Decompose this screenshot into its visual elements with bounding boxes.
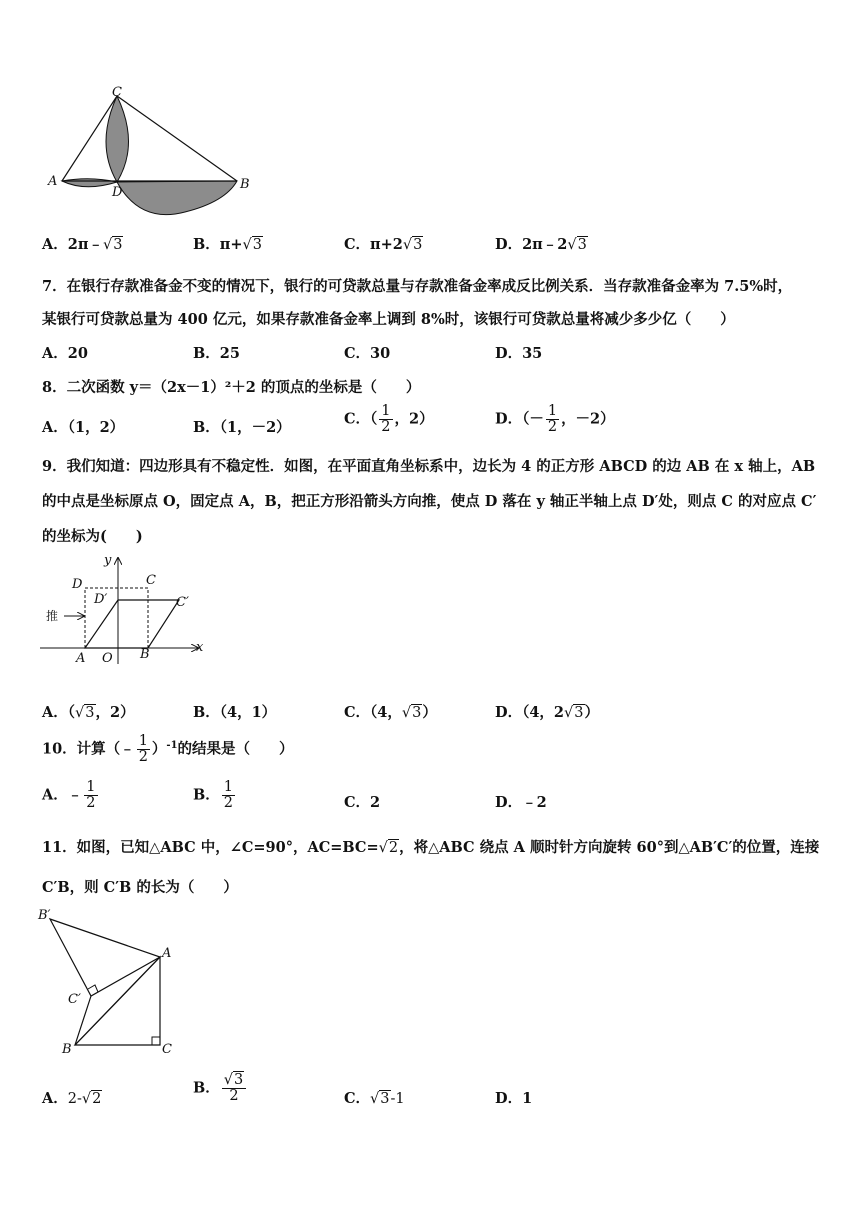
q6-label-b: B [240,177,250,192]
q6-shaded-semicircle-db [117,181,237,215]
q9-option-a[interactable]: A．（√3，2） [42,704,135,721]
q11-label-c: C [162,1042,172,1057]
q6-label-a: A [48,174,58,189]
q8-option-a[interactable]: A．（1，2） [42,419,125,436]
q9-stem-line2: 的中点是坐标原点 O，固定点 A，B，把正方形沿箭头方向推，使点 D 落在 y 轴正半轴上点 D′处，则点 C 的对应点 C′ [42,493,817,510]
q7-option-b[interactable]: B．25 [193,345,240,362]
q11-label-bprime: B′ [38,908,51,923]
q6-option-b[interactable]: B．π+√3 [193,236,263,253]
q9-label-y: y [104,553,112,568]
q11-label-cprime: C′ [68,992,81,1007]
q9-label-dprime: D′ [94,592,108,607]
q6-option-c[interactable]: C．π+2√3 [344,236,423,253]
q10-option-a[interactable]: A．﹣ $\frac{1}{2}$ [42,779,96,812]
q6-shaded-lens-ad [62,179,117,187]
q9-label-o: O [102,651,113,666]
q6-option-d[interactable]: D．2π﹣2√3 [495,236,587,253]
q10-option-d[interactable]: D．﹣2 [495,794,547,811]
q10-option-b[interactable]: B． $\frac{1}{2}$ [193,779,233,812]
q8-option-d[interactable]: D．（－ $\frac{1}{2}$ ，－2） [495,403,615,436]
q9-label-cprime: C′ [176,595,189,610]
q7-stem-line1: 7．在银行存款准备金不变的情况下，银行的可贷款总量与存款准备金率成反比例关系．当存款准备金率为 7.5%时， [42,278,793,295]
q9-option-b[interactable]: B．（4，1） [193,704,277,721]
q6-shaded-lens-cd [106,96,129,182]
q6-label-d: D [112,185,123,200]
q8-option-c[interactable]: C．（ $\frac{1}{2}$ ，2） [344,403,434,436]
q9-option-c[interactable]: C．（4，√3） [344,704,437,721]
q9-stem-line3: 的坐标为( ) [42,528,143,545]
q9-label-d: D [72,577,83,592]
q6-option-a[interactable]: A．2π﹣√3 [42,236,123,253]
q11-option-a[interactable]: A．2-√2 [42,1090,102,1107]
q9-figure [38,552,208,670]
q6-label-c: C [112,85,122,100]
q6-figure [40,84,255,219]
q11-figure [36,905,181,1060]
q11-label-a: A [162,946,172,961]
q9-option-d[interactable]: D．（4，2√3） [495,704,599,721]
q9-label-push: 推 [46,609,59,623]
q11-stem-line2: C′B，则 C′B 的长为（ ） [42,879,238,896]
q7-option-c[interactable]: C．30 [344,345,391,362]
q10-stem: 10．计算（﹣ $\frac{1}{2}$ ）$^{-1}$的结果是（ ） [42,733,294,766]
q11-option-b[interactable]: B． $\frac{√3}{2}$ [193,1073,248,1104]
q8-stem: 8．二次函数 y＝（2x－1）²＋2 的顶点的坐标是（ ） [42,379,421,396]
q9-label-b: B [140,647,150,662]
q7-stem-line2: 某银行可贷款总量为 400 亿元，如果存款准备金率上调到 8%时，该银行可贷款总量将减少多少亿（ ） [42,311,735,328]
q7-option-a[interactable]: A．20 [42,345,88,362]
q11-option-c[interactable]: C．√3-1 [344,1090,405,1107]
q11-label-b: B [62,1042,72,1057]
q7-option-d[interactable]: D．35 [495,345,543,362]
q11-stem-line1: 11．如图，已知△ABC 中，∠C=90°，AC=BC=√2，将△ABC 绕点 A 顺时针方向旋转 60°到△AB′C′的位置，连接 [42,839,820,856]
q9-label-a: A [76,651,86,666]
q9-stem-line1: 9．我们知道：四边形具有不稳定性．如图，在平面直角坐标系中，边长为 4 的正方形 ABCD 的边 AB 在 x 轴上，AB [42,458,816,475]
q9-label-c: C [146,573,156,588]
q9-label-x: x [196,640,204,655]
q8-option-b[interactable]: B．（1，－2） [193,419,291,436]
q11-option-d[interactable]: D．1 [495,1090,533,1107]
q10-option-c[interactable]: C．2 [344,794,381,811]
